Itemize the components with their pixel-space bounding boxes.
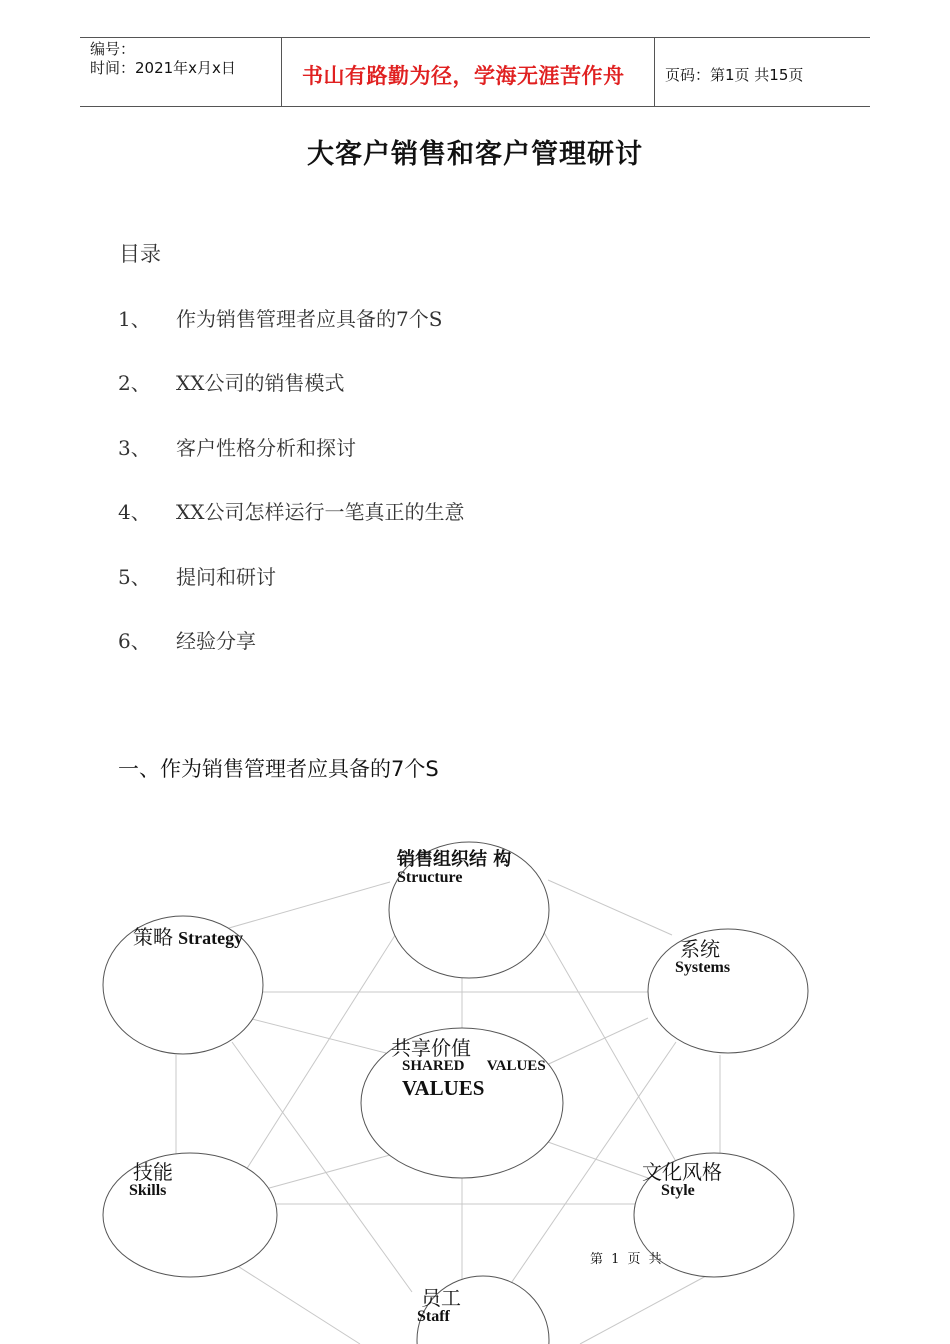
document-title: 大客户销售和客户管理研讨 xyxy=(307,139,643,170)
staff-label-cn: 员工 xyxy=(421,1286,461,1310)
toc-item-text: 经验分享 xyxy=(176,628,256,653)
shared-values-label-cn: 共享价值 xyxy=(391,1036,471,1060)
systems-label-cn: 系统 xyxy=(680,937,720,961)
header-motto: 书山有路勤为径，学海无涯苦作舟 xyxy=(302,64,625,88)
toc-item-text: XX公司怎样运行一笔真正的生意 xyxy=(176,500,465,525)
toc-item-text: XX公司的销售模式 xyxy=(176,371,345,396)
skills-label-cn: 技能 xyxy=(133,1160,173,1184)
staff-label xyxy=(417,1286,461,1326)
section-heading: 一、作为销售管理者应具备的7个S xyxy=(118,757,439,781)
style-label-cn: 文化风格 xyxy=(642,1160,722,1184)
structure-label xyxy=(397,851,511,887)
toc-item-text: 提问和研讨 xyxy=(176,564,276,589)
toc-item-number: 4、 xyxy=(118,500,151,525)
shared-values-label-en: SHARED VALUES xyxy=(402,1058,546,1074)
staff-label-en: Staff xyxy=(417,1308,450,1325)
structure-label-en: Structure xyxy=(397,868,463,886)
toc-item-number: 6、 xyxy=(118,628,151,653)
toc-item-number: 3、 xyxy=(118,435,151,460)
toc-item-number: 2、 xyxy=(118,371,151,396)
strategy-label-en: Strategy xyxy=(178,928,244,948)
page-info: 页码：第1页 共15页 xyxy=(665,66,804,84)
strategy-label-cn: 策略 xyxy=(133,925,173,949)
toc-item-text: 作为销售管理者应具备的7个S xyxy=(176,307,443,331)
shared-values-label xyxy=(391,1038,546,1099)
toc-item-number: 1、 xyxy=(118,307,151,331)
toc-item-text: 客户性格分析和探讨 xyxy=(176,435,356,460)
skills-node xyxy=(103,1153,277,1277)
systems-label-en: Systems xyxy=(675,959,731,976)
time-label: 时间：2021年x月x日 xyxy=(90,59,236,77)
structure-label-cn: 销售组织结 构 xyxy=(397,849,512,870)
skills-label-en: Skills xyxy=(129,1182,167,1199)
style-label-en: Style xyxy=(661,1182,695,1199)
number-label: 编号： xyxy=(90,40,136,58)
style-label xyxy=(642,1162,722,1200)
toc-item-number: 5、 xyxy=(118,564,151,589)
strategy-label xyxy=(133,927,243,948)
systems-label xyxy=(675,937,731,977)
shared-values-label-en2: VALUES xyxy=(402,1075,485,1100)
page-footer: 第 1 页 共 xyxy=(590,1252,664,1267)
skills-label xyxy=(129,1160,173,1200)
toc-heading: 目录 xyxy=(119,242,161,266)
